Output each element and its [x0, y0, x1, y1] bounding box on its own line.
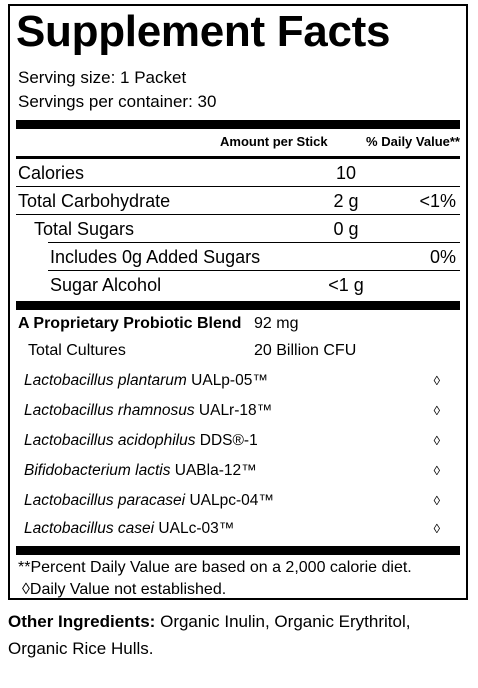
strain-name: Lactobacillus acidophilus [24, 432, 196, 449]
nutrient-amount: 10 [335, 163, 357, 183]
strain-daily-value: ◊ [433, 521, 440, 536]
other-ingredients-line2: Organic Rice Hulls. [8, 639, 154, 658]
nutrient-amount: 0 g [333, 219, 359, 239]
nutrient-amount: <1 g [328, 275, 364, 295]
strain-name: Lactobacillus rhamnosus [24, 402, 195, 419]
strain-daily-value: ◊ [433, 373, 440, 388]
nutrient-row-total-carbohydrate [16, 187, 460, 215]
strain-name: Lactobacillus casei [24, 520, 155, 537]
strain-code: UALr-18™ [198, 402, 273, 419]
servings-per-container: Servings per container: 30 [18, 92, 217, 111]
other-ingredients-text: Organic Inulin, Organic Erythritol, [160, 612, 411, 631]
nutrient-daily-value: <1% [419, 191, 456, 211]
footnote-not-established: ◊Daily Value not established. [22, 581, 227, 598]
strain-row [24, 428, 452, 454]
strain-code: UALpc-04™ [189, 492, 274, 509]
strain-code: DDS®-1 [199, 432, 258, 449]
strain-row [24, 398, 452, 424]
strain-code: UABla-12™ [174, 462, 257, 479]
strain-row [24, 488, 452, 514]
footnote-daily-value: **Percent Daily Value are based on a 2,000 calorie diet. [18, 559, 412, 576]
nutrient-label: Sugar Alcohol [50, 275, 162, 295]
thick-divider [16, 120, 460, 129]
nutrient-row-added-sugars [16, 243, 460, 271]
total-cultures-label: Total Cultures [28, 342, 126, 359]
amount-column-header: Amount per Stick [220, 134, 328, 149]
strain-row [24, 516, 452, 542]
daily-value-column-header: % Daily Value** [366, 134, 460, 149]
blend-amount: 92 mg [254, 315, 299, 332]
strain-name: Lactobacillus paracasei [24, 492, 186, 509]
strain-row [24, 368, 452, 394]
strain-code: UALc-03™ [158, 520, 235, 537]
nutrient-row-total-sugars [16, 215, 460, 243]
strain-code: UALp-05™ [191, 372, 268, 389]
strain-row [24, 458, 452, 484]
nutrient-row-calories [16, 159, 460, 187]
nutrient-label: Total Sugars [34, 219, 135, 239]
nutrient-daily-value: 0% [429, 247, 456, 267]
supplement-facts-panel [8, 4, 468, 600]
total-cultures-amount: 20 Billion CFU [254, 342, 357, 359]
serving-size: Serving size: 1 Packet [18, 68, 187, 87]
thick-divider [16, 301, 460, 310]
nutrient-amount: 2 g [333, 191, 359, 211]
strain-name: Bifidobacterium lactis [24, 462, 171, 479]
strain-daily-value: ◊ [433, 403, 440, 418]
panel-title: Supplement Facts [16, 7, 391, 56]
strain-daily-value: ◊ [433, 493, 440, 508]
nutrient-label: Includes 0g Added Sugars [50, 247, 261, 267]
other-ingredients-label: Other Ingredients: [8, 612, 156, 631]
blend-label: A Proprietary Probiotic Blend [18, 315, 242, 332]
nutrient-row-sugar-alcohol [16, 271, 460, 299]
strain-name: Lactobacillus plantarum [24, 372, 187, 389]
thick-divider [16, 546, 460, 555]
nutrient-label: Calories [18, 163, 85, 183]
strain-daily-value: ◊ [433, 463, 440, 478]
nutrient-label: Total Carbohydrate [18, 191, 171, 211]
strain-daily-value: ◊ [433, 433, 440, 448]
other-ingredients-line1 [8, 610, 410, 634]
